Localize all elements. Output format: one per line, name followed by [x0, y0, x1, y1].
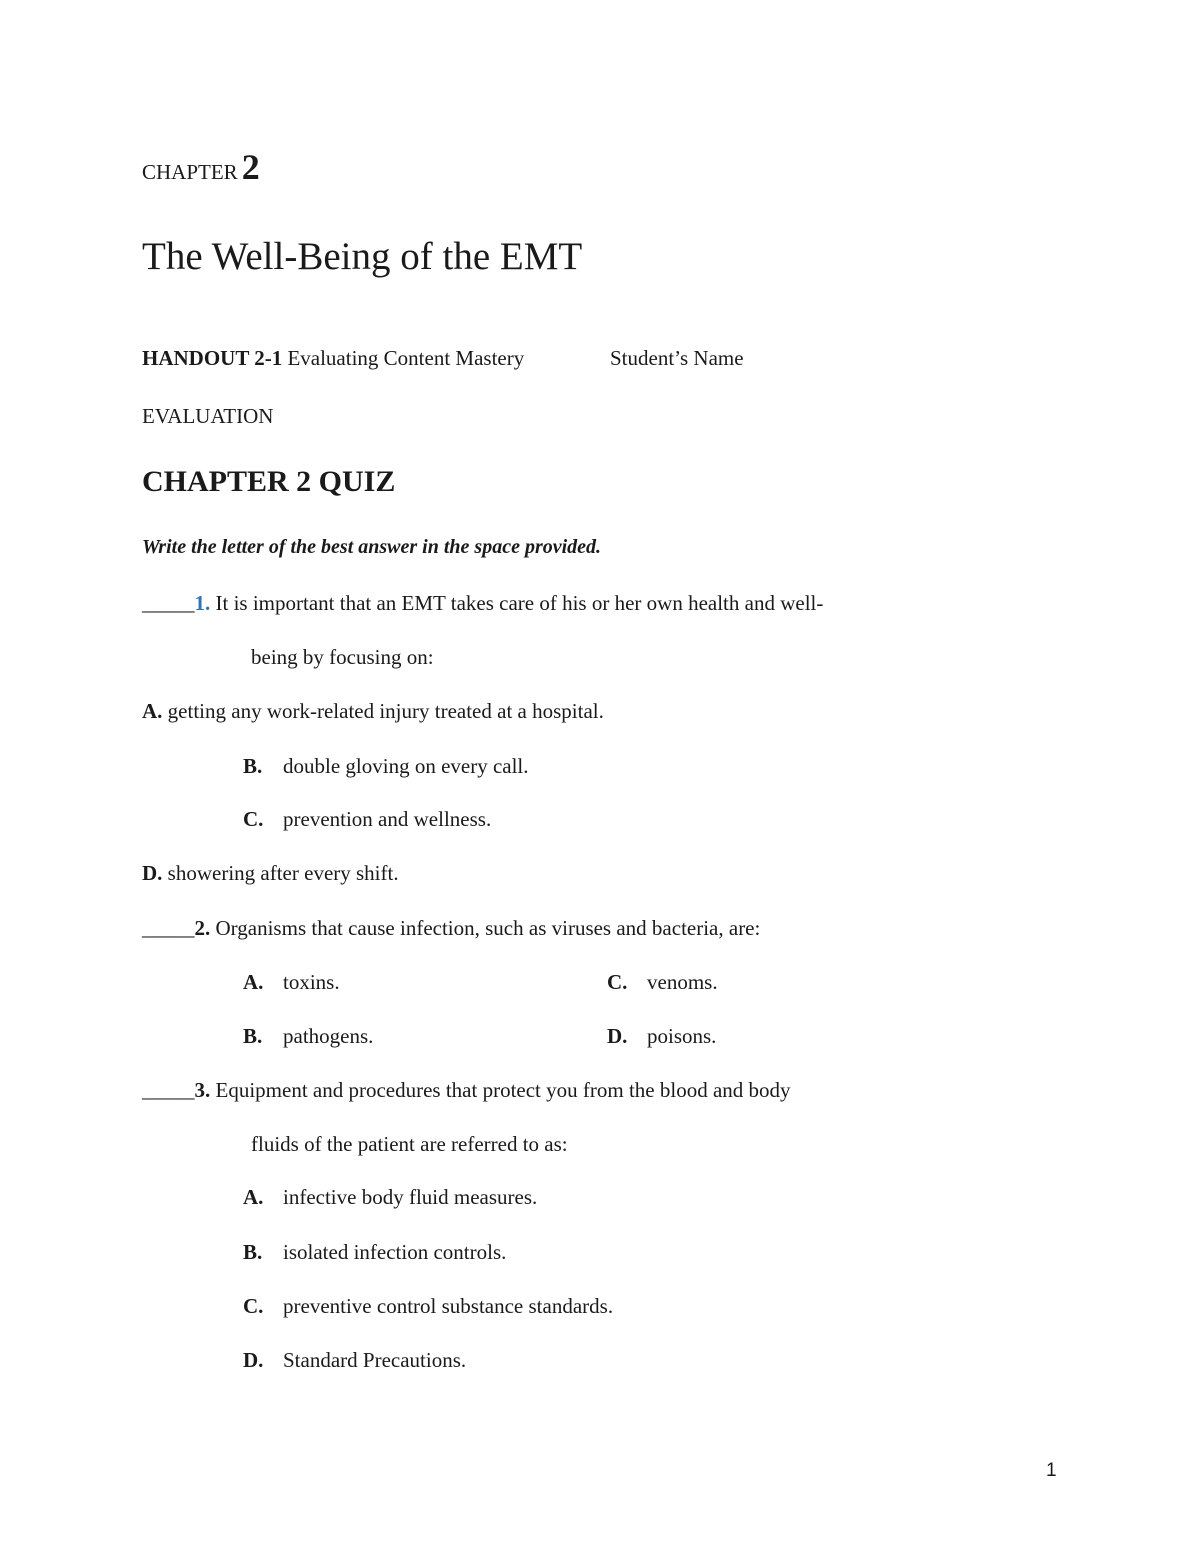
option	[243, 1240, 506, 1265]
option-letter: D.	[243, 1348, 264, 1372]
option	[243, 970, 340, 995]
option-text: isolated infection controls.	[283, 1240, 507, 1264]
option-text: venoms.	[647, 970, 718, 994]
handout-label: HANDOUT 2-1	[142, 346, 283, 370]
option	[607, 970, 718, 995]
option-letter: B.	[243, 1024, 263, 1048]
answer-blank[interactable]: _____	[142, 1078, 195, 1102]
question-text: It is important that an EMT takes care of his or her own health and well-	[215, 591, 824, 615]
option-letter: A.	[243, 970, 264, 994]
option-letter: C.	[243, 807, 264, 831]
option-text: poisons.	[647, 1024, 717, 1048]
quiz-title: CHAPTER 2 QUIZ	[142, 465, 396, 498]
option	[243, 807, 491, 832]
option-letter: C.	[607, 970, 628, 994]
option-text: showering after every shift.	[167, 861, 399, 885]
question-number: 2.	[194, 916, 211, 940]
option-text: double gloving on every call.	[283, 754, 529, 778]
chapter-heading	[142, 146, 260, 188]
handout-line	[142, 346, 524, 371]
option	[607, 1024, 716, 1049]
option-letter: B.	[243, 1240, 263, 1264]
handout-subtitle: Evaluating Content Mastery	[287, 346, 525, 370]
answer-blank[interactable]: _____	[142, 591, 195, 615]
student-name-label: Student’s Name	[610, 346, 744, 370]
option-letter: D.	[607, 1024, 628, 1048]
question-number: 1.	[194, 591, 211, 615]
option-text: prevention and wellness.	[283, 807, 492, 831]
question-text: Organisms that cause infection, such as viruses and bacteria, are:	[215, 916, 761, 940]
page-number: 1	[1046, 1460, 1057, 1481]
option-letter: A.	[243, 1185, 264, 1209]
page-title: The Well-Being of the EMT	[142, 235, 583, 278]
option-text: pathogens.	[283, 1024, 374, 1048]
question-text: Equipment and procedures that protect you from the blood and body	[215, 1078, 791, 1102]
chapter-word: CHAPTER	[142, 160, 238, 184]
question-2	[142, 916, 760, 941]
option-letter: C.	[243, 1294, 264, 1318]
option	[243, 1024, 373, 1049]
option	[243, 1348, 466, 1373]
answer-blank[interactable]: _____	[142, 916, 195, 940]
option-text: infective body fluid measures.	[283, 1185, 538, 1209]
option-text: toxins.	[283, 970, 340, 994]
instructions: Write the letter of the best answer in the space provided.	[142, 536, 602, 558]
question-text-cont: fluids of the patient are referred to as:	[251, 1132, 568, 1156]
option-letter: D.	[142, 861, 163, 885]
question-1	[142, 591, 823, 616]
option-text: preventive control substance standards.	[283, 1294, 614, 1318]
evaluation-heading: EVALUATION	[142, 404, 274, 428]
option-letter: A.	[142, 699, 163, 723]
option-letter: B.	[243, 754, 263, 778]
option	[142, 699, 604, 724]
chapter-number: 2	[241, 147, 260, 187]
option	[243, 754, 529, 779]
option	[243, 1294, 613, 1319]
option-text: Standard Precautions.	[283, 1348, 467, 1372]
question-number: 3.	[194, 1078, 211, 1102]
option	[142, 861, 399, 886]
question-3	[142, 1078, 791, 1103]
question-text-cont: being by focusing on:	[251, 645, 434, 669]
option	[243, 1185, 537, 1210]
option-text: getting any work-related injury treated at a hospital.	[167, 699, 604, 723]
